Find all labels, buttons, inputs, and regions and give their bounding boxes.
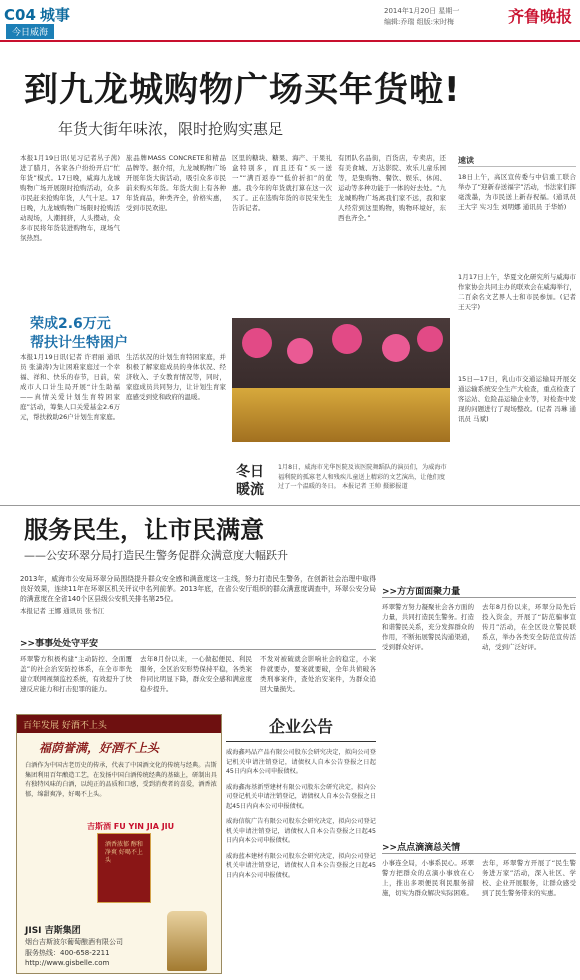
dance-photo xyxy=(232,318,450,442)
rail-item: 15日—17日，乳山市交通运输局开展交通运输系统安全生产大检查，重点检查了客运站、危险品运输企业等，对检查中发现的问题进行了现场整改。(记者 冯琳 通讯员 马斌) xyxy=(458,375,576,423)
lead-subheadline: 年货大街年味浓，限时抢购实惠足 xyxy=(58,120,284,138)
section-divider xyxy=(0,505,580,506)
second-column: 环翠警方积极构建“主动防控、全面覆盖”的社会治安防控体系，在全市率先建立联网视频监控系统，有效提升了快速反应能力和打击犯罪的能力。 xyxy=(20,655,132,693)
lead-column: 旅品牌MASS CONCRETE和精品品牌等。据介绍，九龙城购物广场开展年货大街活动，吸引众多市民前来购买年货。年货大街上有各种年货商品，种类齐全，价格实惠，受到市民欢迎。 xyxy=(126,154,226,212)
second-subheadline: ——公安环翠分局打造民生警务促群众满意度大幅跃升 xyxy=(24,549,288,562)
second-column: 去年8月份以来，一心做起便民、利民服务，全区治安形势保持平稳，各类案件同比明显下降，群众安全感和满意度稳步提升。 xyxy=(140,655,252,693)
notice-item: 威海信航广告有限公司股东会研究决定，拟向公司登记机关申请注销登记，请债权人自本公告登报之日起45日内向本公司申报债权。 xyxy=(226,818,376,844)
rule xyxy=(382,853,576,854)
page-number: C04 xyxy=(4,6,36,24)
ad-banner: 百年发展 好酒不上头 xyxy=(17,715,221,733)
ad-body: 白酒作为中国古老历史的传承，代表了中国酒文化的传统与经典。吉斯集团利用百年酿造工艺，在发扬中国白酒传统经典的基础上，研制出具有独特风味的白酒，以纯正的品质和口感，受到消费者的喜爱，酒香浓郁，绵甜爽净，好喝不上头。 xyxy=(25,762,217,798)
ad-hotline: 服务热线：400-658-2211 xyxy=(25,949,110,957)
rail-divider xyxy=(458,166,576,167)
sub-column: 本报1月19日讯(记者 许君丽 通讯员 张潇涛)为让困难家庭过一个幸福、祥和、快乐的春节，日前，荣成市人口计生局开展“计生助福——真情关爱计划生育特困家庭”活动，筹集人口关爱基金2.6万元，帮扶救助26户计划生育家庭。 xyxy=(20,353,120,421)
second-column: 小事连全局，小事系民心。环翠警方把群众的点滴小事放在心上，推出多项便民利民服务措施，切实为群众解决实际困难。 xyxy=(382,859,474,897)
editors: 编辑:乔瑞 组版:宋时梅 xyxy=(384,18,454,26)
company-notices xyxy=(226,714,376,976)
second-headline: 服务民生，让市民满意 xyxy=(24,516,264,544)
newspaper-logo: 齐鲁晚报 xyxy=(507,7,572,26)
section-heading: >>点点滴滴总关情 xyxy=(382,843,461,853)
section-heading: >>事事处处守平安 xyxy=(20,639,99,649)
section-title xyxy=(4,4,70,25)
ad-title: 福荫誉满，好酒不上头 xyxy=(39,741,160,755)
notice-item: 威海蓝本建材有限公司股东会研究决定，拟向公司登记机关申请注销登记，请债权人自本公告登报之日起45日内向本公司申报债权。 xyxy=(226,852,376,879)
sub-headline-2: 帮扶计生特困户 xyxy=(30,335,128,351)
sub-column: 生活状况的计划生育特困家庭，并积极了解家庭成员的身体状况、经济收入、子女教育情况等，同时，家庭成员共同努力，让计划生育家庭感受到党和政府的温暖。 xyxy=(126,353,226,401)
notice-item: 威海鑫玛品产品有限公司股东会研究决定，拟向公司登记机关申请注销登记，请债权人自本公告登报之日起45日内向本公司申报债权。 xyxy=(226,749,376,775)
lead-column: 区里的糖块、糖果、海产、干果礼盒特别多，而且还有“买一送一”“满百返券”“低价折扣”的优惠。我今年的年货就打算在这一次买了。正在选购年货的市民宋先生告诉记者。 xyxy=(232,154,332,212)
photo-caption: 1月8日，威海市光华医院及该医院舞蹈队的演员们，为威海市福利院的孤寡老人和残疾儿童送上精彩的文艺演出，让他们度过了一个温暖的冬日。 本报记者 王帅 摄影报道 xyxy=(278,464,447,490)
ad-logo: JISI 吉斯集团 xyxy=(25,926,81,936)
second-column: 去年8月份以来，环翠分局先后投入资金，开展了“防范骗事宣传月”活动，在全区设立警民联系点，举办各类安全防范宣传活动，受到广泛好评。 xyxy=(482,603,576,651)
lead-column: 本报1月19日讯(见习记者丛子茜)进了腊月，各家各户纷纷开启“忙年货”模式。17日晚，威海九龙城购物广场开展限时抢购活动，众多市民赶来抢购年货，人气十足。17日晚，九龙城购物广场限时抢购活动现场，人潮拥挤，人头攒动，众多市民将年货装进购物车，现场气氛热烈。 xyxy=(20,154,120,242)
second-column: 环翠警方努力凝聚社会各方面的力量，共同打造民生警务。打造和谐警民关系，充分发挥群众的作用，不断拓展警民沟通渠道，受到群众好评。 xyxy=(382,603,474,651)
section-name: 城事 xyxy=(39,6,70,24)
ad-brand: 吉斯酒 FU YIN JIA JIU xyxy=(87,822,175,831)
notices-title: 企业公告 xyxy=(226,714,376,742)
rule xyxy=(20,649,376,650)
lead-column: 有团队名品街，百货店，专卖店，还有美食城、万达影院、欢乐儿童乐园等，是集购物、餐饮、娱乐、休闲、运动等多种功能于一体的好去处。“九龙城购物广场离我们家不远，我和家人经常到这里购物，购物环境好，东西也齐全。” xyxy=(338,154,446,222)
second-byline: 本报记者 王娜 通讯员 张书江 xyxy=(20,607,105,615)
bottle-image xyxy=(167,911,207,971)
photo-label: 冬日暖流 xyxy=(236,464,264,498)
page-header xyxy=(0,0,580,42)
second-column: 不发对被破就会影响社会的稳定，小案件就要办，要案就要破，全年共侦破各类刑事案件，查处治安案件，为群众追回大量损失。 xyxy=(260,655,376,693)
liquor-ad[interactable] xyxy=(16,714,222,974)
sub-headline-1: 荣成2.6万元 xyxy=(30,316,111,332)
rail-item: 18日上午，高区宣传委与中信重工联合举办了“迎新春送福字”活动，书法家们挥毫泼墨，为市民送上新春祝福。(通讯员 王大宇 实习生 刘明娜 通讯员 于华娇) xyxy=(458,173,576,211)
ad-company: 烟台吉斯波尔葡萄酿酒有限公司 xyxy=(25,938,123,946)
section-subtitle: 今日威海 xyxy=(6,24,54,39)
rule xyxy=(382,597,576,598)
lead-headline: 到九龙城购物广场买年货啦! xyxy=(24,70,461,110)
notice-item: 威海鑫海基新型建材有限公司股东会研究决定，拟向公司登记机关申请注销登记，请债权人自本公告登报之日起45日内向本公司申报债权。 xyxy=(226,783,376,810)
issue-date: 2014年1月20日 星期一 xyxy=(384,7,460,15)
second-intro: 2013年，威海市公安局环翠分局围绕提升群众安全感和满意度这一主线，努力打造民生警务，在创新社会治理中取得良好效果，连续11年在环翠区机关评议中名列前茅。2013年底，在省公安厅组织的群众满意度调查中，环翠公安分局的满意度在全省140个区县级公安机关排名第25位。 xyxy=(20,575,376,603)
product-text: 酒香浓郁 醇和净爽 好喝不上头 xyxy=(105,841,143,864)
rail-item: 1月17日上午，华夏文化研究所与威海市作家协会共同主办的联欢会在威海举行，二百余名文艺界人士和市民参加。(记者 王天宇) xyxy=(458,273,576,311)
ad-website-link[interactable]: http://www.gisbelle.com xyxy=(25,959,110,967)
section-heading: >>方方面面聚力量 xyxy=(382,587,461,597)
rail-tab: 速读 xyxy=(458,156,474,165)
second-column: 去年，环翠警方开展了“民生警务进万家”活动，深入社区、学校、企业开展服务，让群众感受到了民生警务带来的实惠。 xyxy=(482,859,576,897)
